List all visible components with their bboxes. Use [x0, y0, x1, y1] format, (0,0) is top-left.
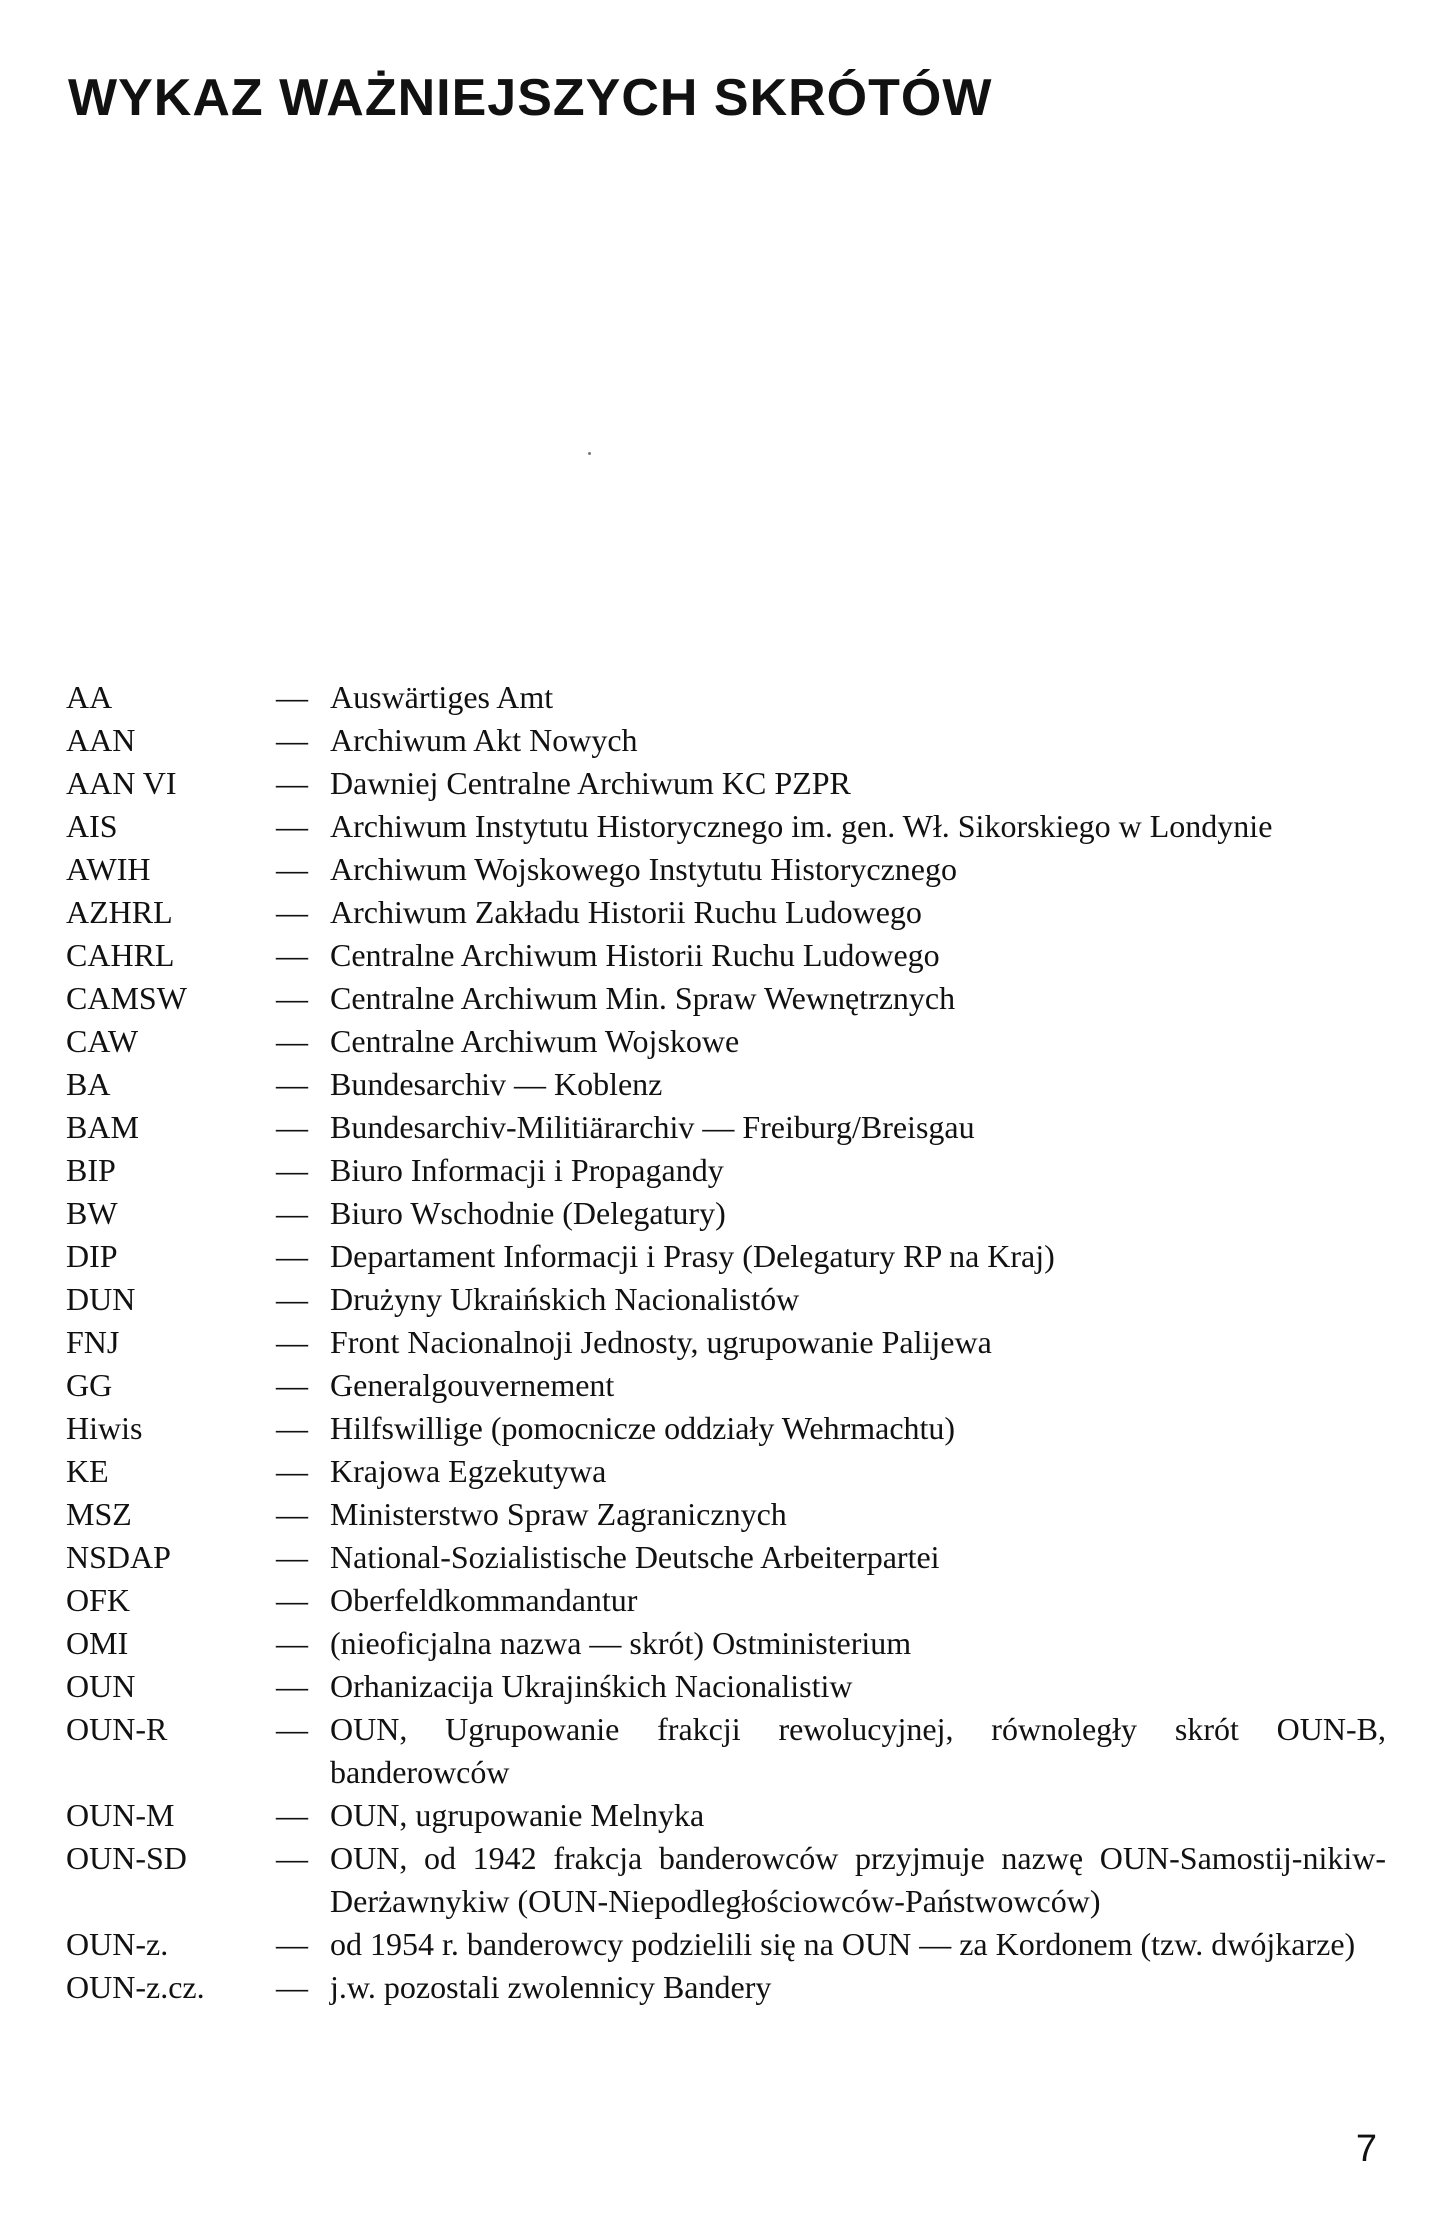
definition: Ministerstwo Spraw Zagranicznych [330, 1496, 787, 1532]
abbreviation-entry [66, 1493, 1386, 1536]
definition: Departament Informacji i Prasy (Delegatury RP na Kraj) [330, 1238, 1055, 1274]
definition: Archiwum Zakładu Historii Ruchu Ludowego [330, 894, 922, 930]
abbreviation: BW [66, 1195, 118, 1231]
abbreviation-entry [66, 1708, 1386, 1794]
abbreviation: CAW [66, 1023, 139, 1059]
abbreviation: AIS [66, 808, 118, 844]
dash-separator: — [276, 722, 308, 758]
definition: OUN, od 1942 frakcja banderowców przyjmuje nazwę OUN-Samostij-nikiw-Derżawnykiw (OUN-Niepodległościowców-Państwowców) [330, 1840, 1386, 1919]
abbreviation-entry [66, 1149, 1386, 1192]
dash-separator: — [276, 1109, 308, 1145]
dash-separator: — [276, 1625, 308, 1661]
dash-separator: — [276, 1410, 308, 1446]
abbreviation: AZHRL [66, 894, 173, 930]
abbreviation-entry [66, 1794, 1386, 1837]
abbreviation-entry [66, 1923, 1386, 1966]
abbreviation-entry [66, 719, 1386, 762]
abbreviation: AWIH [66, 851, 151, 887]
abbreviation-entry [66, 1235, 1386, 1278]
dash-separator: — [276, 980, 308, 1016]
abbreviation-entry [66, 1665, 1386, 1708]
definition: Auswärtiges Amt [330, 679, 554, 715]
dash-separator: — [276, 1324, 308, 1360]
abbreviation-entry [66, 1450, 1386, 1493]
abbreviation-entry [66, 1106, 1386, 1149]
definition: Biuro Wschodnie (Delegatury) [330, 1195, 726, 1231]
dash-separator: — [276, 808, 308, 844]
abbreviation-entry [66, 805, 1386, 848]
dash-separator: — [276, 1238, 308, 1274]
abbreviation-entry [66, 1278, 1386, 1321]
abbreviation-entry [66, 891, 1386, 934]
abbreviation-entry [66, 1536, 1386, 1579]
abbreviation: AAN VI [66, 765, 177, 801]
dash-separator: — [276, 765, 308, 801]
definition: Front Nacionalnoji Jednosty, ugrupowanie Palijewa [330, 1324, 992, 1360]
dash-separator: — [276, 1453, 308, 1489]
dash-separator: — [276, 1711, 308, 1747]
abbreviation-entry [66, 1063, 1386, 1106]
abbreviation: NSDAP [66, 1539, 171, 1575]
dash-separator: — [276, 679, 308, 715]
dash-separator: — [276, 1496, 308, 1532]
dash-separator: — [276, 1281, 308, 1317]
abbreviation: OUN-SD [66, 1840, 187, 1876]
abbreviation-entry [66, 1192, 1386, 1235]
abbreviation: OUN-M [66, 1797, 175, 1833]
dash-separator: — [276, 1066, 308, 1102]
abbreviation-entry [66, 762, 1386, 805]
dash-separator: — [276, 1539, 308, 1575]
page-title: WYKAZ WAŻNIEJSZYCH SKRÓTÓW [68, 69, 993, 127]
dash-separator: — [276, 1582, 308, 1618]
definition: Centralne Archiwum Wojskowe [330, 1023, 740, 1059]
dash-separator: — [276, 1668, 308, 1704]
definition: National-Sozialistische Deutsche Arbeiterpartei [330, 1539, 940, 1575]
dash-separator: — [276, 1926, 308, 1962]
abbreviation: DIP [66, 1238, 118, 1274]
abbreviation-entry [66, 848, 1386, 891]
dash-separator: — [276, 1840, 308, 1876]
dash-separator: — [276, 851, 308, 887]
abbreviation-entry [66, 1622, 1386, 1665]
abbreviation-entry [66, 1407, 1386, 1450]
definition: Archiwum Wojskowego Instytutu Historycznego [330, 851, 957, 887]
abbreviation-entry [66, 1321, 1386, 1364]
dash-separator: — [276, 1367, 308, 1403]
dash-separator: — [276, 1797, 308, 1833]
abbreviation-entry [66, 1966, 1386, 2009]
definition: Archiwum Instytutu Historycznego im. gen. Wł. Sikorskiego w Londynie [330, 808, 1273, 844]
definition: Generalgouvernement [330, 1367, 615, 1403]
definition: Drużyny Ukraińskich Nacionalistów [330, 1281, 800, 1317]
definition: Centralne Archiwum Min. Spraw Wewnętrznych [330, 980, 956, 1016]
abbreviation: AA [66, 679, 113, 715]
abbreviation: CAMSW [66, 980, 187, 1016]
abbreviation-entry [66, 1579, 1386, 1622]
definition: Dawniej Centralne Archiwum KC PZPR [330, 765, 851, 801]
abbreviation: OUN-R [66, 1711, 168, 1747]
abbreviation-entry [66, 934, 1386, 977]
abbreviation: OMI [66, 1625, 129, 1661]
abbreviation-entry [66, 1837, 1386, 1923]
definition: Krajowa Egzekutywa [330, 1453, 607, 1489]
definition: j.w. pozostali zwolennicy Bandery [330, 1969, 772, 2005]
abbreviation: GG [66, 1367, 113, 1403]
abbreviation: BA [66, 1066, 111, 1102]
abbreviation: OFK [66, 1582, 131, 1618]
definition: Bundesarchiv — Koblenz [330, 1066, 663, 1102]
definition: od 1954 r. banderowcy podzielili się na OUN — za Kordonem (tzw. dwójkarze) [330, 1926, 1356, 1962]
dash-separator: — [276, 894, 308, 930]
dash-separator: — [276, 1023, 308, 1059]
definition: Archiwum Akt Nowych [330, 722, 638, 758]
dash-separator: — [276, 1969, 308, 2005]
page-number: 7 [1355, 2128, 1377, 2170]
abbreviation-entry [66, 1020, 1386, 1063]
abbreviation: KE [66, 1453, 109, 1489]
abbreviation: FNJ [66, 1324, 120, 1360]
abbreviation: OUN-z.cz. [66, 1969, 205, 2005]
dash-separator: — [276, 1195, 308, 1231]
definition: OUN, ugrupowanie Melnyka [330, 1797, 705, 1833]
abbreviation: BAM [66, 1109, 139, 1145]
abbreviation: DUN [66, 1281, 136, 1317]
abbreviation-entry [66, 1364, 1386, 1407]
definition: Oberfeldkommandantur [330, 1582, 638, 1618]
abbreviation-entry [66, 977, 1386, 1020]
definition: OUN, Ugrupowanie frakcji rewolucyjnej, równoległy skrót OUN-B, banderowców [330, 1711, 1386, 1790]
abbreviation: Hiwis [66, 1410, 143, 1446]
stray-dot [588, 452, 591, 455]
abbreviation: MSZ [66, 1496, 132, 1532]
abbreviation: OUN-z. [66, 1926, 169, 1962]
definition: Biuro Informacji i Propagandy [330, 1152, 724, 1188]
abbreviation-entry [66, 676, 1386, 719]
definition: Orhanizacija Ukrajinśkich Nacionalistiw [330, 1668, 853, 1704]
definition: Hilfswillige (pomocnicze oddziały Wehrmachtu) [330, 1410, 956, 1446]
abbreviation: BIP [66, 1152, 116, 1188]
dash-separator: — [276, 937, 308, 973]
definition: Bundesarchiv-Militiärarchiv — Freiburg/Breisgau [330, 1109, 975, 1145]
dash-separator: — [276, 1152, 308, 1188]
abbreviation: AAN [66, 722, 136, 758]
abbreviation: OUN [66, 1668, 136, 1704]
definition: (nieoficjalna nazwa — skrót) Ostministerium [330, 1625, 912, 1661]
abbreviation-list [66, 676, 1386, 2009]
definition: Centralne Archiwum Historii Ruchu Ludowego [330, 937, 940, 973]
abbreviation: CAHRL [66, 937, 175, 973]
